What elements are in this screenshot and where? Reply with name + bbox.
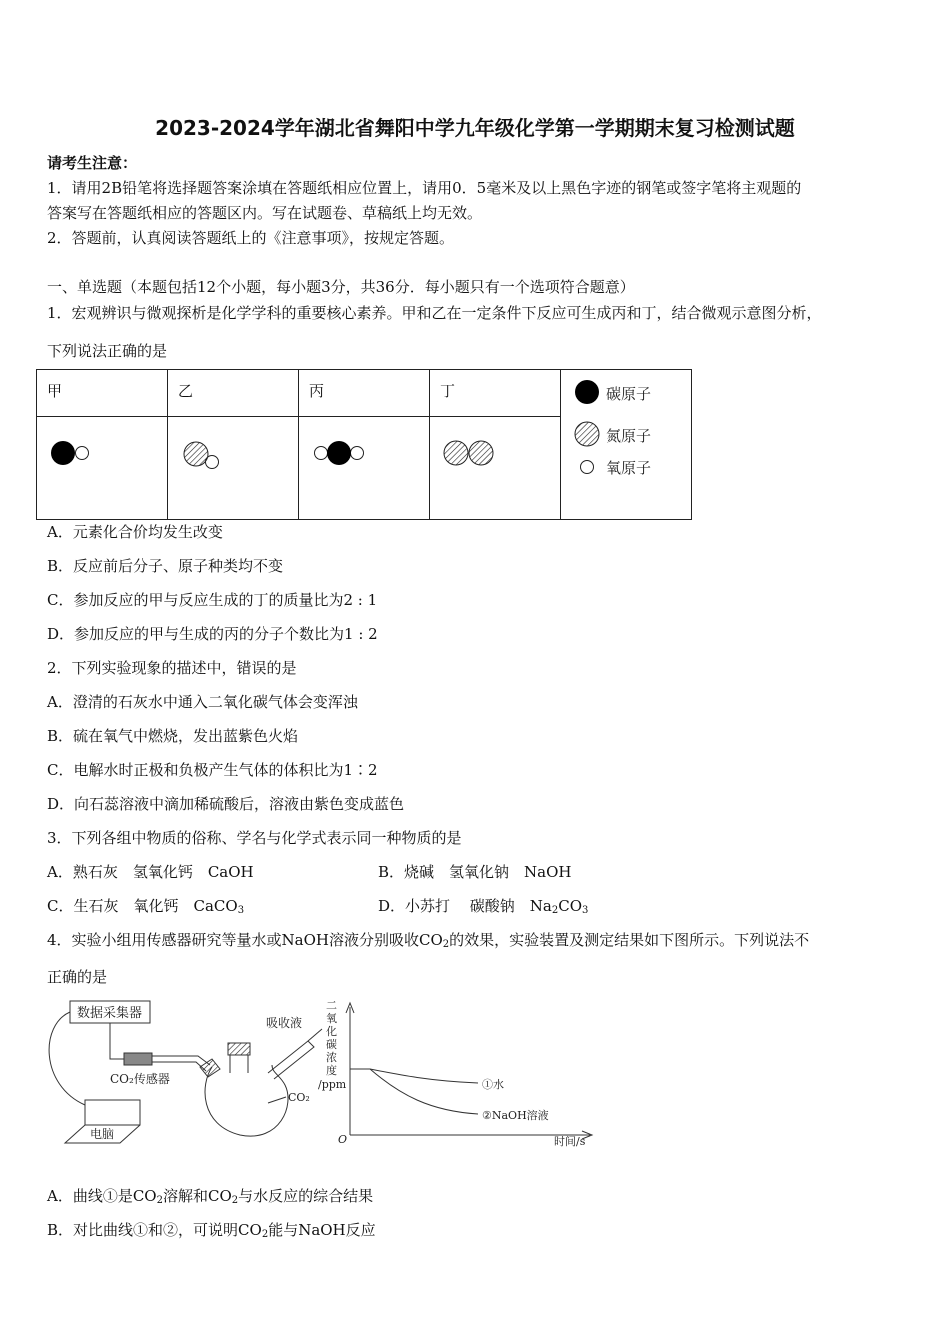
sensor-label: CO₂传感器 bbox=[110, 1072, 170, 1086]
q3-option-d: D．小苏打 碳酸钠 $Na_2CO_3$ bbox=[378, 897, 589, 916]
q1-option-d: D．参加反应的甲与生成的丙的分子个数比为1 : 2 bbox=[47, 625, 378, 643]
legend-cell bbox=[561, 370, 692, 520]
xlabel: 时间/s bbox=[554, 1135, 586, 1148]
legend-svg bbox=[561, 370, 691, 514]
molecule-yi-cell bbox=[168, 417, 299, 520]
q1-option-b: B．反应前后分子、原子种类均不变 bbox=[47, 557, 284, 575]
curve-naoh bbox=[370, 1069, 478, 1114]
q2-option-b: B．硫在氧气中燃烧，发出蓝紫色火焰 bbox=[47, 727, 299, 745]
co2-gas-label: CO₂ bbox=[288, 1091, 310, 1104]
molecule-jia-cell bbox=[37, 417, 168, 520]
curve-2-label: ②NaOH溶液 bbox=[482, 1109, 549, 1122]
page-title: 2023-2024学年湖北省舞阳中学九年级化学第一学期期末复习检测试题 bbox=[155, 116, 795, 140]
syringe-icon bbox=[268, 1041, 314, 1079]
curve-water bbox=[350, 1069, 478, 1083]
q3-option-c: C．生石灰 氧化钙 CaCO$_3$ bbox=[47, 897, 245, 916]
q4-option-b: B．对比曲线①和②，可说明$CO_2$能与NaOH反应 bbox=[47, 1221, 376, 1240]
notice-line-2: 2．答题前，认真阅读答题纸上的《注意事项》，按规定答题。 bbox=[47, 229, 455, 247]
q4-stem-b: 正确的是 bbox=[47, 968, 108, 986]
concentration-graph bbox=[310, 995, 610, 1155]
curve-1-label: ①水 bbox=[482, 1078, 504, 1091]
q3-stem: 3．下列各组中物质的俗称、学名与化学式表示同一种物质的是 bbox=[47, 829, 462, 847]
apparatus-figure bbox=[40, 995, 340, 1155]
header-bing: 丙 bbox=[299, 370, 430, 417]
legend-nitrogen: 氮原子 bbox=[606, 427, 652, 445]
q2-stem: 2．下列实验现象的描述中，错误的是 bbox=[47, 659, 297, 677]
header-ding: 丁 bbox=[430, 370, 561, 417]
header-jia: 甲 bbox=[37, 370, 168, 417]
computer-icon bbox=[85, 1100, 140, 1125]
q2-option-c: C．电解水时正极和负极产生气体的体积比为1∶2 bbox=[47, 761, 378, 779]
header-yi: 乙 bbox=[168, 370, 299, 417]
q3-option-a: A．熟石灰 氢氧化钙 CaOH bbox=[47, 863, 254, 881]
collector-label: 数据采集器 bbox=[77, 1006, 143, 1021]
co2-sensor-icon bbox=[124, 1053, 152, 1065]
nitrogen-atom-icon bbox=[575, 422, 599, 446]
q4-option-a: A．曲线①是$CO_2$溶解和$CO_2$与水反应的综合结果 bbox=[47, 1187, 374, 1206]
absorbent-label: 吸收液 bbox=[266, 1016, 303, 1030]
molecule-n2-icon bbox=[430, 417, 560, 515]
q2-option-d: D．向石蕊溶液中滴加稀硫酸后，溶液由紫色变成蓝色 bbox=[47, 795, 405, 813]
ylabel-unit: /ppm bbox=[318, 1078, 347, 1091]
molecule-no-icon bbox=[168, 417, 298, 515]
molecule-co2-icon bbox=[299, 417, 429, 515]
oxygen-atom-icon bbox=[581, 461, 594, 474]
molecule-co-icon bbox=[37, 417, 167, 515]
molecule-table bbox=[36, 369, 692, 520]
section-heading: 一、单选题（本题包括12个小题，每小题3分，共36分．每小题只有一个选项符合题意） bbox=[47, 278, 635, 296]
ylabel-char: 度 bbox=[326, 1064, 337, 1077]
notice-line-1b: 答案写在答题纸相应的答题区内。写在试题卷、草稿纸上均无效。 bbox=[47, 204, 483, 222]
ylabel-char: 浓 bbox=[326, 1051, 337, 1064]
notice-heading: 请考生注意： bbox=[47, 154, 138, 172]
q2-option-a: A．澄清的石灰水中通入二氧化碳气体会变浑浊 bbox=[47, 693, 358, 711]
molecule-bing-cell bbox=[299, 417, 430, 520]
legend-oxygen: 氧原子 bbox=[606, 459, 652, 477]
q4-stem-a: 4．实验小组用传感器研究等量水或NaOH溶液分别吸收$CO_2$的效果，实验装置及测定结果如下图所示。下列说法不 bbox=[47, 931, 810, 950]
ylabel-char: 二 bbox=[326, 999, 337, 1012]
carbon-atom-icon bbox=[575, 380, 599, 404]
origin-label: O bbox=[338, 1133, 348, 1146]
legend-carbon: 碳原子 bbox=[606, 385, 652, 403]
q1-stem-a: 1．宏观辨识与微观探析是化学学科的重要核心素养。甲和乙在一定条件下反应可生成丙和丁，结合微观示意图分析， bbox=[47, 304, 822, 322]
q1-option-a: A．元素化合价均发生改变 bbox=[47, 523, 223, 541]
molecule-ding-cell bbox=[430, 417, 561, 520]
q1-stem-b: 下列说法正确的是 bbox=[47, 342, 168, 360]
ylabel-char: 碳 bbox=[326, 1038, 337, 1051]
ylabel-char: 氧 bbox=[326, 1012, 337, 1025]
notice-line-1a: 1．请用2B铅笔将选择题答案涂填在答题纸相应位置上，请用0．5毫米及以上黑色字迹的钢笔或签字笔将主观题的 bbox=[47, 179, 802, 197]
q3-option-b: B．烧碱 氢氧化钠 NaOH bbox=[378, 863, 572, 881]
ylabel-char: 化 bbox=[326, 1025, 337, 1038]
q1-option-c: C．参加反应的甲与反应生成的丁的质量比为2 : 1 bbox=[47, 591, 378, 609]
computer-label: 电脑 bbox=[90, 1127, 115, 1141]
